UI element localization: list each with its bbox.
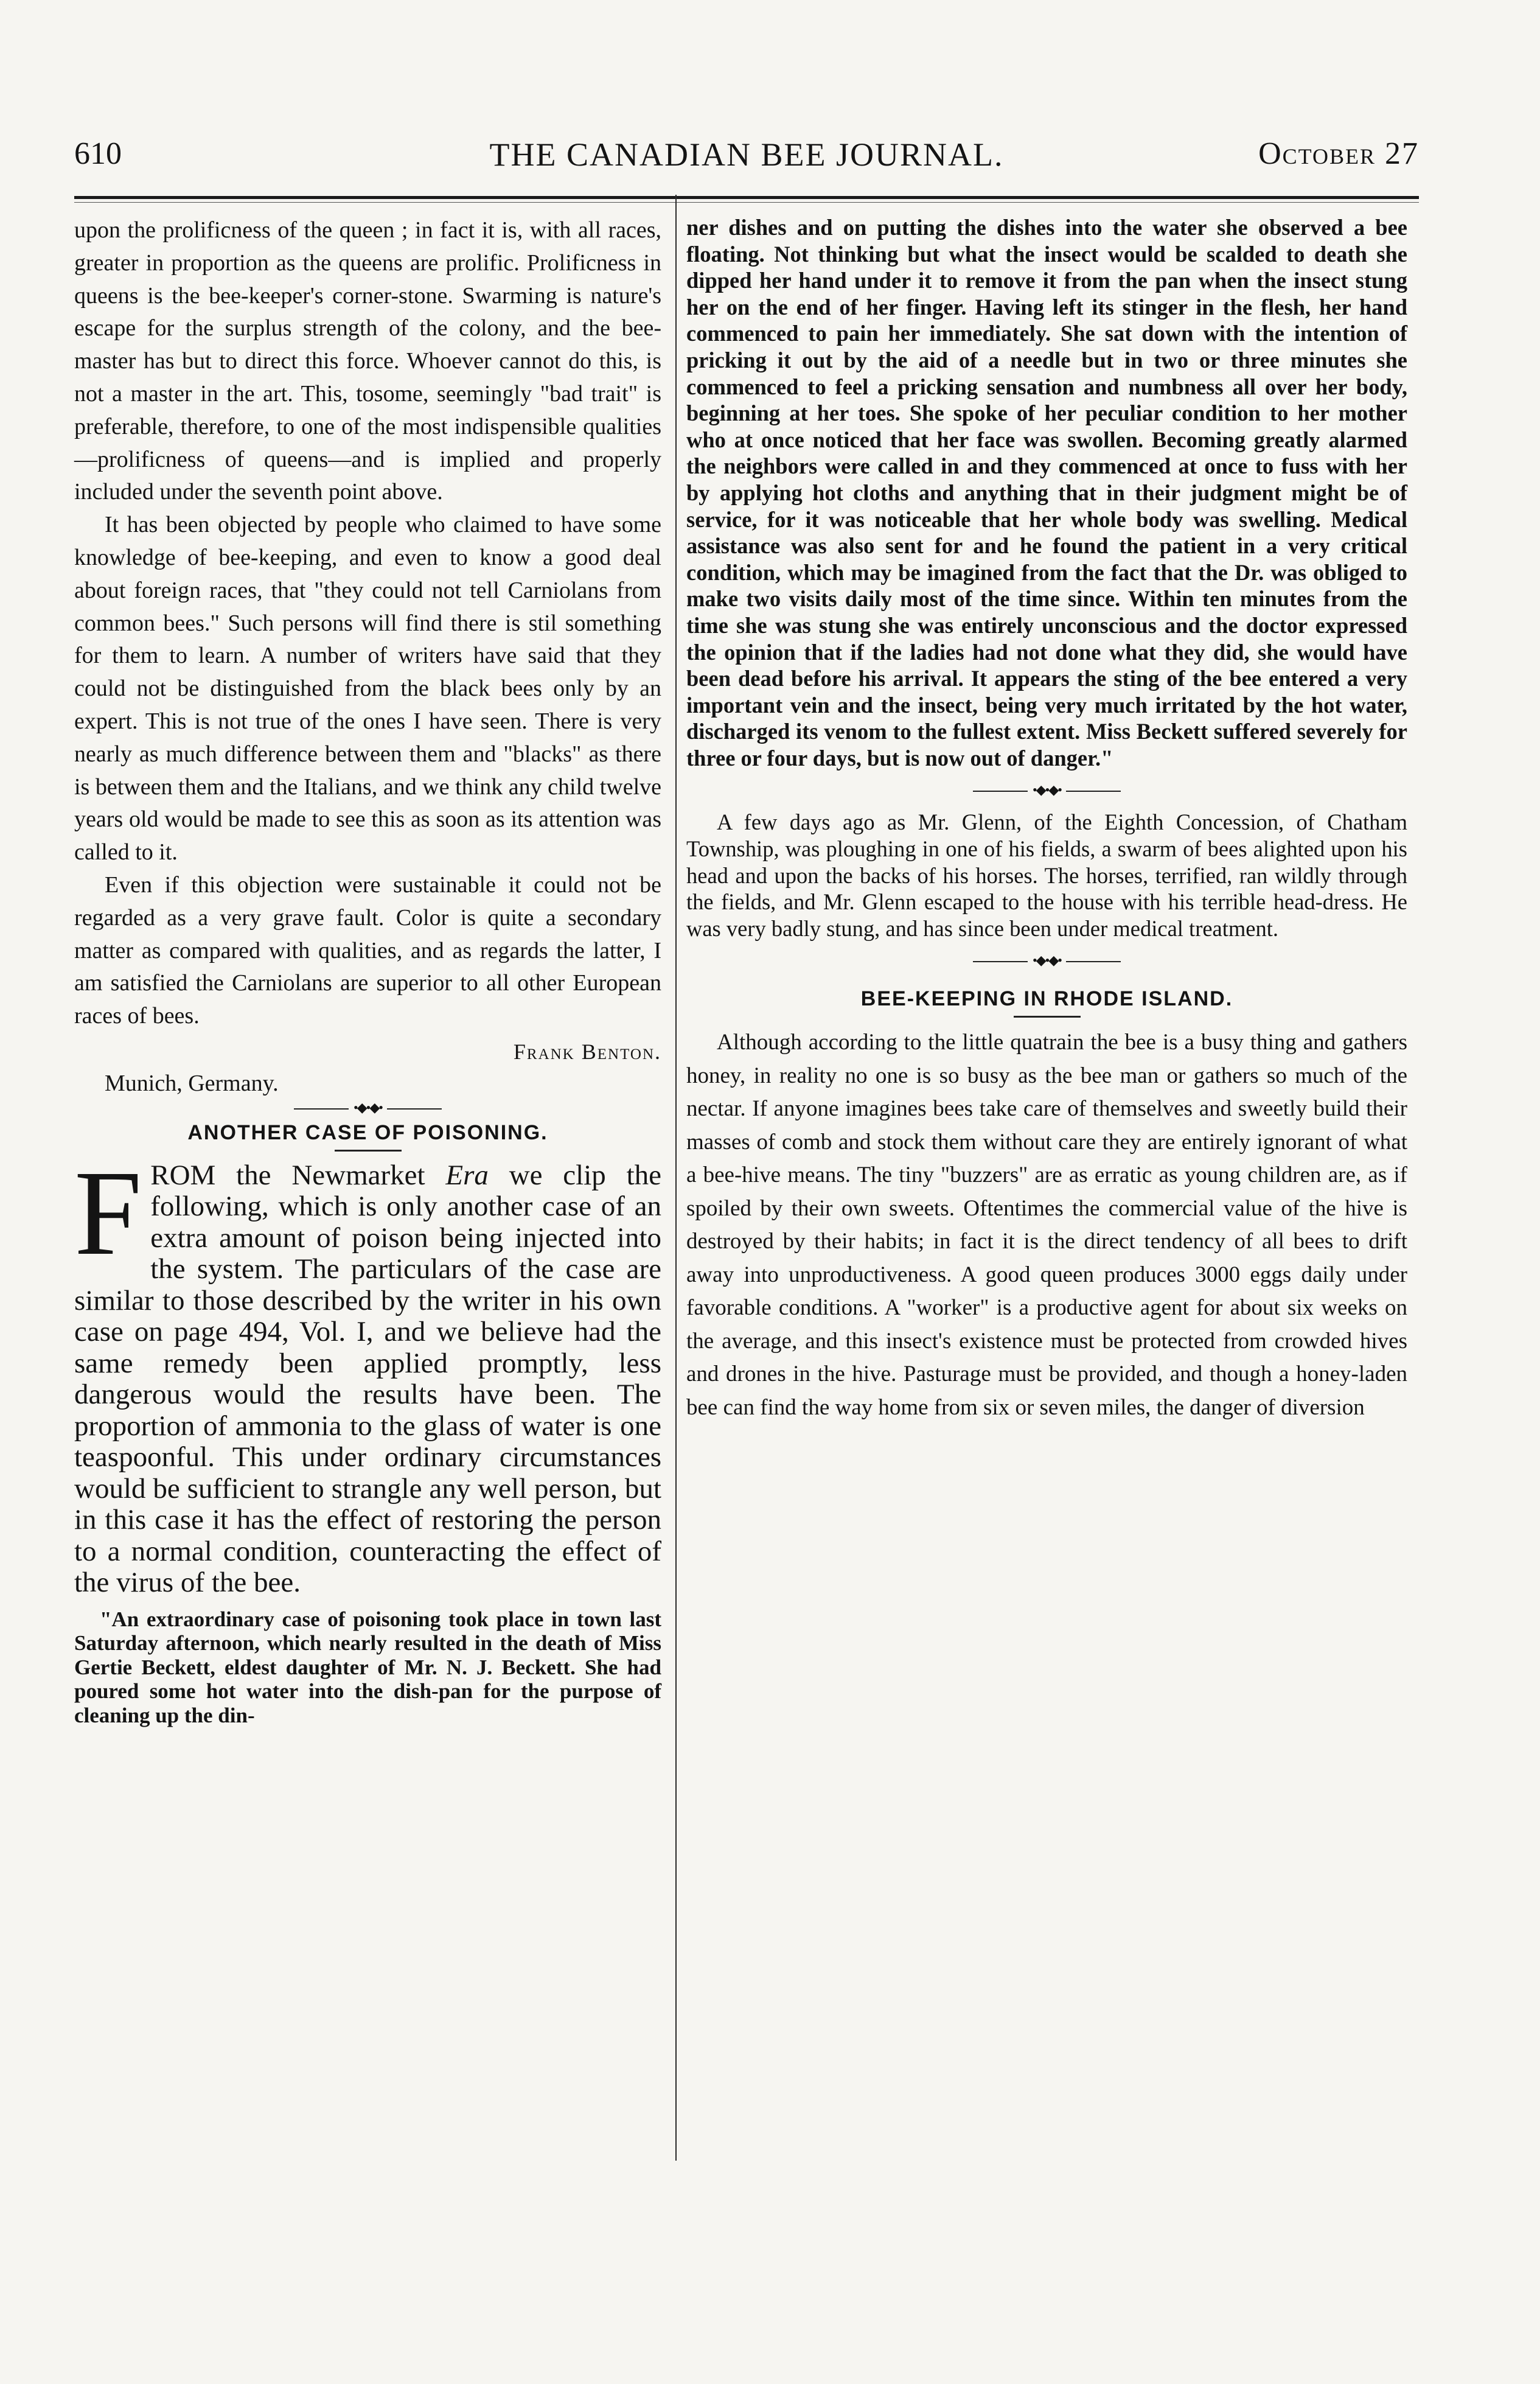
ornament-glyph: •◆•◆• xyxy=(1033,782,1061,798)
intro-text: ROM the Newmarket xyxy=(150,1159,446,1191)
article-paragraph: It has been objected by people who claimed to have some knowledge of bee-keeping, and even to know a good deal about foreign races, that "they could not tell Carniolans from common bees." Such persons will find there is stil something for them to learn. A number of writers have said that they could not be distinguished from the black bees only by an expert. This is not true of the ones I have seen. There is very nearly as much difference between them and "blacks" as there is between them and the Italians, and we think any child twelve years old would be made to see this as soon as its attention was called to it. xyxy=(74,512,661,865)
drop-cap: F xyxy=(74,1145,142,1281)
page-number: 610 xyxy=(74,136,122,171)
title-underline xyxy=(335,1150,402,1152)
article-paragraph: upon the prolificness of the queen ; in fact it is, with all races, greater in proportion as the queens are prolific. Prolificness in queens is the bee-keeper's corner-stone. Swarming is nature's escape for the surplus strength of the colony, and the bee-master has but to direct this force. Whoever cannot do this, is not a master in the art. This, tosome, seemingly "bad trait" is preferable, therefore, to one of the most indispensible qualities—prolificness of queens—and is implied and properly included under the seventh point above. xyxy=(74,217,661,505)
title-underline xyxy=(1014,1016,1081,1018)
section-ornament xyxy=(686,951,1407,970)
ornament-glyph: •◆•◆• xyxy=(354,1099,382,1115)
journal-title: THE CANADIAN BEE JOURNAL. xyxy=(489,136,1004,173)
news-item: A few days ago as Mr. Glenn, of the Eighth Concession, of Chatham Township, was ploughing in one of his fields, a swarm of bees alighted upon his head and upon the backs of his horses. The horses, terrified, ran wildly through the fields, and Mr. Glenn escaped to the house with his terrible head-dress. He was very badly stung, and has since been under medical treatment. xyxy=(686,809,1407,941)
quoted-report: "An extraordinary case of poisoning took place in town last Saturday afternoon, which nearly resulted in the death of Miss Gertie Beckett, eldest daughter of Mr. N. J. Beckett. She had poured some hot water into the dish-pan for the purpose of cleaning up the din- xyxy=(74,1607,661,1727)
section-title: BEE-KEEPING IN RHODE ISLAND. xyxy=(860,987,1233,1011)
left-column xyxy=(74,214,661,1727)
column-divider xyxy=(675,195,677,2161)
section-ornament xyxy=(686,781,1407,799)
ornament-glyph: •◆•◆• xyxy=(1033,953,1061,968)
section-title: ANOTHER CASE OF POISONING. xyxy=(187,1120,548,1144)
newspaper-name: Era xyxy=(445,1159,489,1191)
article-paragraph: Although according to the little quatrain the bee is a busy thing and gathers honey, in reality no one is so busy as the bee man or gathers so much of the nectar. If anyone imagines bees take care of themselves and sweetly build their masses of comb and stock them without care they are entirely ignorant of what a bee-hive means. The tiny "buzzers" are as erratic as young children are, as if spoiled by their own sweets. Oftentimes the commercial value of the hive is destroyed by their habits; in fact it is the direct tendency of all bees to drift away into unproductiveness. A good queen produces 3000 eggs daily under favorable conditions. A "worker" is a productive agent for about six weeks on the average, and this insect's existence must be protected from crowded hives and drones in the hive. Pasturage must be provided, and though a honey-laden bee can find the way home from six or seven miles, the danger of diversion xyxy=(686,1030,1407,1420)
intro-text: we clip the following, which is only another case of an extra amount of poison being injected into the system. The particulars of the case are similar to those described by the writer in his own case on page 494, Vol. I, and we believe had the same remedy been applied promptly, less dangerous would the results have been. The proportion of ammonia to the glass of water is one teaspoonful. This under ordinary circumstances would be sufficient to strangle any well person, but in this case it has the effect of restoring the person to a normal condition, counteracting the effect of the virus of the bee. xyxy=(74,1159,662,1599)
author-location: Munich, Germany. xyxy=(105,1070,279,1096)
article-intro xyxy=(74,1145,662,1599)
right-column xyxy=(686,214,1407,1424)
article-paragraph: Even if this objection were sustainable it could not be regarded as a very grave fault. Color is quite a secondary matter as compared with qualities, and as regards the latter, I am satisfied the Carniolans are superior to all other European races of bees. xyxy=(74,872,661,1029)
author-signature: Frank Benton. xyxy=(513,1039,661,1064)
header-rule xyxy=(74,196,1419,199)
page-header xyxy=(74,125,1419,192)
header-rule-thin xyxy=(74,202,1419,203)
section-ornament xyxy=(74,1099,661,1117)
issue-date: October 27 xyxy=(1258,136,1419,171)
quoted-report-continued: ner dishes and on putting the dishes into the water she observed a bee floating. Not thinking but what the insect would be scalded to death she dipped her hand under it to remove it from the pan when the insect stung her on the end of her finger. Having left its stinger in the flesh, her hand commenced to pain her immediately. She sat down with the intention of pricking it out by the aid of a needle but in two or three minutes she commenced to feel a pricking sensation and numbness all over her body, beginning at her toes. She spoke of her peculiar condition to her mother who at once noticed that her face was swollen. Becoming greatly alarmed the neighbors were called in and they commenced at once to fuss with her by applying hot cloths and anything that in their judgment might be of service, for it was noticeable that her whole body was swelling. Medical assistance was also sent for and he found the patient in a very critical condition, which may be imagined from the fact that the Dr. was obliged to make two visits daily most of the time since. Within ten minutes from the time she was stung she was entirely unconscious and the doctor expressed the opinion that if the ladies had not done what they did, she would have been dead before his arrival. It appears the sting of the bee entered a very important vein and the insect, being very much irritated by the hot water, discharged its venom to the fullest extent. Miss Beckett suffered severely for three or four days, but is now out of danger." xyxy=(686,215,1407,771)
